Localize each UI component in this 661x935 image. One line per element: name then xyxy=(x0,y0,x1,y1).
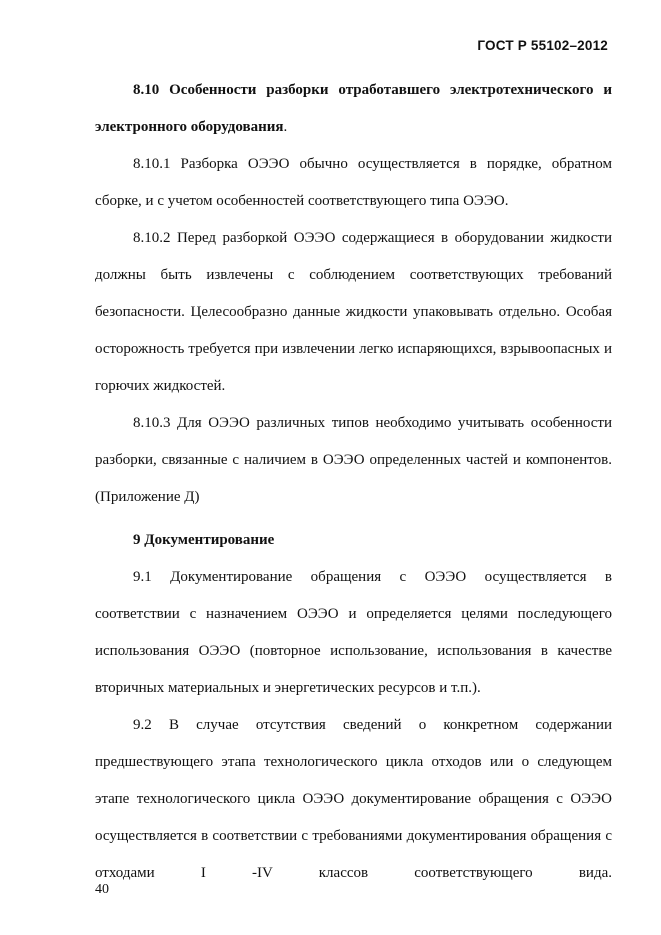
section-9-heading: 9 Документирование xyxy=(133,532,275,548)
page-number: 40 xyxy=(95,882,109,897)
page-body xyxy=(95,72,612,892)
section-8-10-heading xyxy=(95,72,612,146)
section-8-10-heading-period: . xyxy=(283,119,288,135)
paragraph-9-1: 9.1 Документирование обращения с ОЭЭО осуществляется в соответствии с назначением ОЭЭО и определяется целями последующего использования ОЭЭО (повторное использование, использования в качестве вторичных материальных и энергетических ресурсов и т.п.). xyxy=(95,569,612,696)
paragraph-8-10-1: 8.10.1 Разборка ОЭЭО обычно осуществляется в порядке, обратном сборке, и с учетом особенностей соответствующего типа ОЭЭО. xyxy=(95,156,612,209)
paragraph-8-10-3: 8.10.3 Для ОЭЭО различных типов необходимо учитывать особенности разборки, связанные с наличием в ОЭЭО определенных частей и компонентов. (Приложение Д) xyxy=(95,415,612,505)
paragraph-9-2: 9.2 В случае отсутствия сведений о конкретном содержании предшествующего этапа технологического цикла отходов или о следующем этапе технологического цикла ОЭЭО документирование обращения с ОЭЭО осуществляется в соответствии с требованиями документирования обращения с отходами I -IV классов соответствующего вида. xyxy=(95,717,612,881)
paragraph-8-10-2: 8.10.2 Перед разборкой ОЭЭО содержащиеся в оборудовании жидкости должны быть извлечены с соблюдением соответствующих требований безопасности. Целесообразно данные жидкости упаковывать отдельно. Особая осторожность требуется при извлечении легко испаряющихся, взрывоопасных и горючих жидкостей. xyxy=(95,230,612,394)
section-8-10-heading-text: 8.10 Особенности разборки отработавшего электротехнического и электронного оборудования xyxy=(95,82,612,135)
document-code-header: ГОСТ Р 55102–2012 xyxy=(477,38,608,53)
